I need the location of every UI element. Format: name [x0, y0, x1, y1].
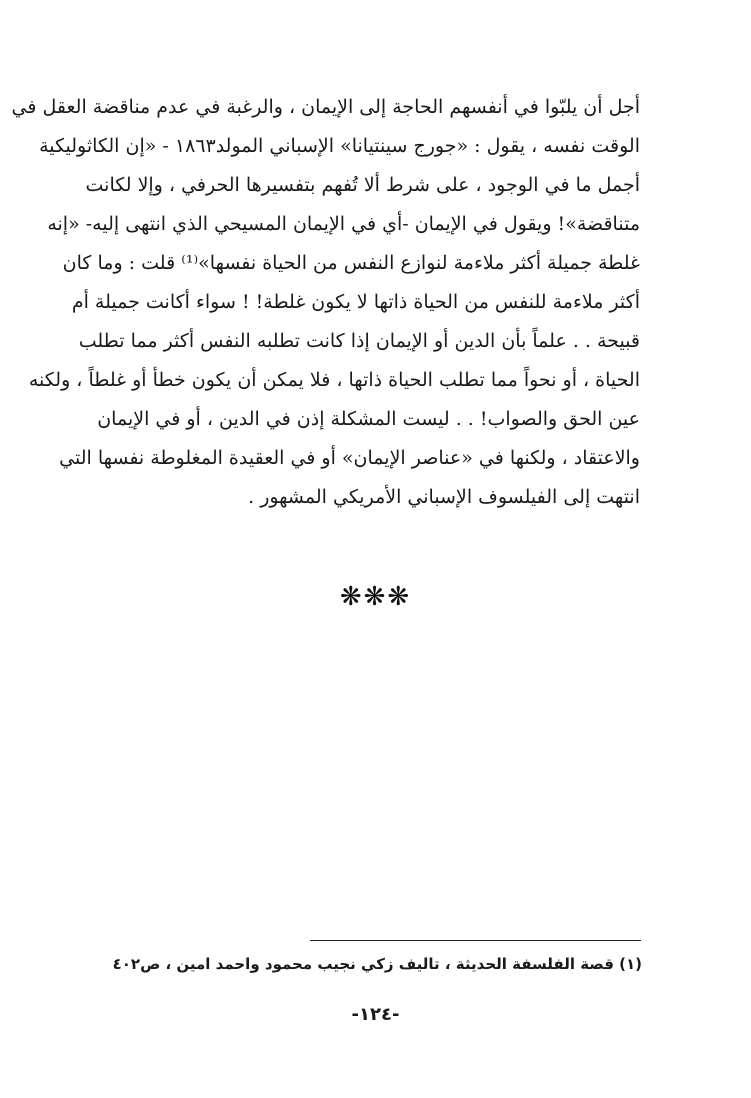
text-line: أجل أن يلبّوا في أنفسهم الحاجة إلى الإيمان ، والرغبة في عدم مناقضة العقل في [11, 96, 640, 118]
body-paragraph [11, 88, 640, 517]
section-ornament: ❋❋❋ [339, 582, 412, 612]
footnote: (١) قصة الفلسفة الحديثة ، تاليف زكي نجيب محمود واحمد امين ، ص٤٠٢ [112, 955, 642, 973]
text-line: غلطة جميلة أكثر ملاءمة لنوازع النفس من الحياة نفسها»⁽¹⁾ قلت : وما كان [62, 252, 640, 274]
text-line: والاعتقاد ، ولكنها في «عناصر الإيمان» أو في العقيدة المغلوطة نفسها التي [59, 447, 640, 469]
text-line: أكثر ملاءمة للنفس من الحياة ذاتها لا يكون غلطة! ! سواء أكانت جميلة أم [71, 291, 640, 313]
text-line: أجمل ما في الوجود ، على شرط ألا تُفهم بتفسيرها الحرفي ، وإلا لكانت [85, 174, 640, 196]
text-line: الوقت نفسه ، يقول : «جورج سينتيانا» الإسباني المولد١٨٦٣ - «إن الكاثوليكية [39, 135, 640, 157]
text-line: عين الحق والصواب! . . ليست المشكلة إذن في الدين ، أو في الإيمان [97, 408, 640, 430]
page-number: -١٢٤- [351, 1004, 400, 1025]
text-line: متناقضة»! ويقول في الإيمان -أي في الإيمان المسيحي الذي انتهى إليه- «إنه [47, 213, 640, 235]
footnote-divider [310, 940, 641, 941]
text-line: قبيحة . . علماً بأن الدين أو الإيمان إذا كانت تطلبه النفس أكثر مما تطلب [78, 330, 640, 352]
text-line: الحياة ، أو نحواً مما تطلب الحياة ذاتها ، فلا يمكن أن يكون خطأ أو غلطاً ، ولكنه [28, 369, 640, 391]
text-line: انتهت إلى الفيلسوف الإسباني الأمريكي المشهور . [248, 486, 640, 508]
